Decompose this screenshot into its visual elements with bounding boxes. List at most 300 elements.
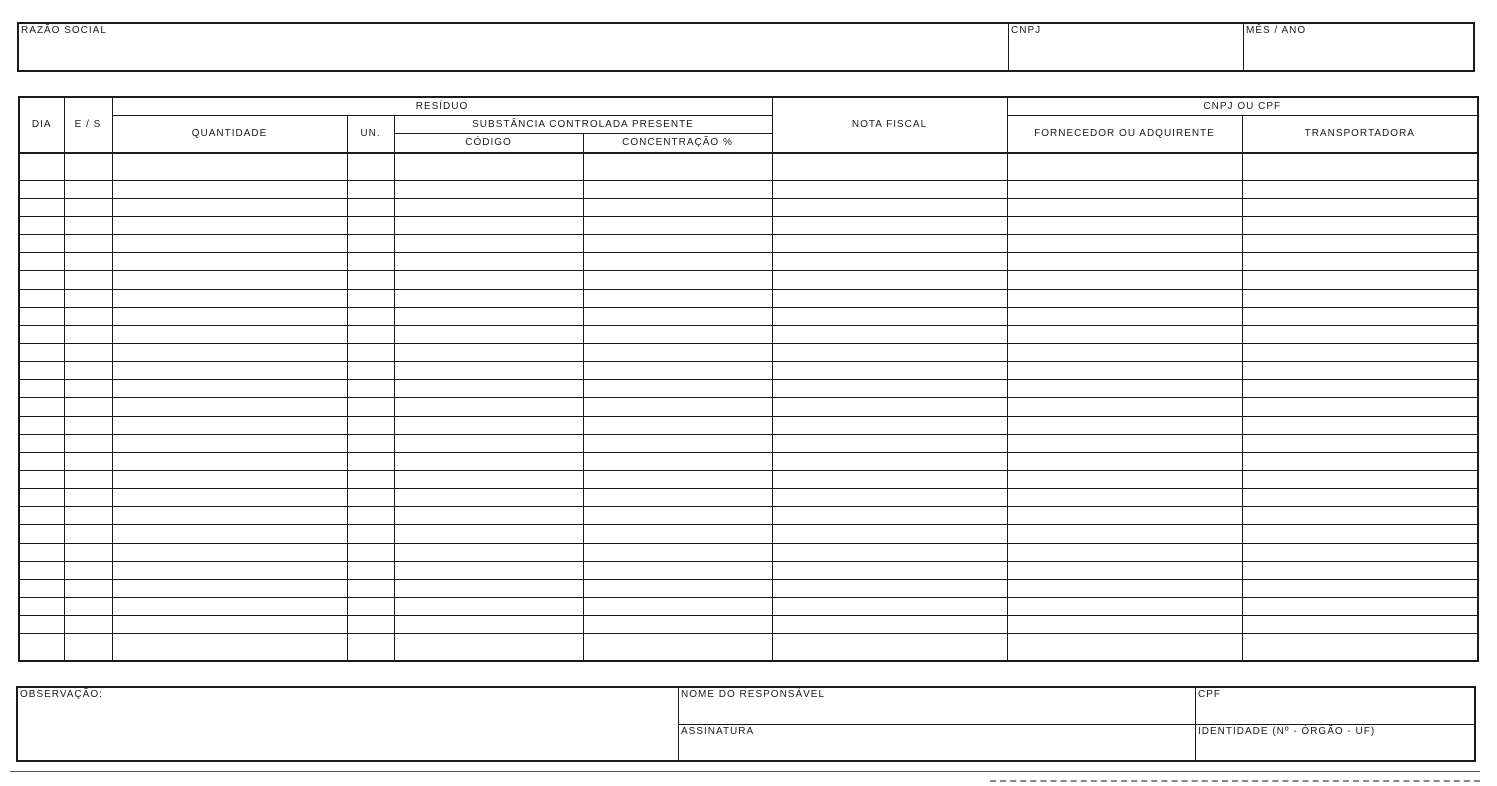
bottom-rule (10, 771, 1480, 772)
cell-codigo[interactable] (394, 216, 583, 234)
cell-quantidade[interactable] (112, 525, 347, 543)
table-row (19, 253, 1478, 271)
mes-ano-field[interactable] (1243, 24, 1473, 70)
cell-nota-fiscal[interactable] (772, 616, 1007, 634)
cell-es[interactable] (64, 634, 112, 661)
cell-dia[interactable] (19, 416, 64, 434)
cell-transportadora[interactable] (1242, 579, 1478, 597)
cell-nota-fiscal[interactable] (772, 489, 1007, 507)
cell-transportadora[interactable] (1242, 616, 1478, 634)
cell-dia[interactable] (19, 398, 64, 416)
cell-dia[interactable] (19, 380, 64, 398)
cell-nota-fiscal[interactable] (772, 561, 1007, 579)
table-row (19, 271, 1478, 289)
cell-quantidade[interactable] (112, 434, 347, 452)
cell-nota-fiscal[interactable] (772, 153, 1007, 180)
cell-transportadora[interactable] (1242, 253, 1478, 271)
cell-nota-fiscal[interactable] (772, 470, 1007, 488)
col-fornecedor: FORNECEDOR OU ADQUIRENTE (1007, 116, 1242, 154)
table-row (19, 507, 1478, 525)
cell-transportadora[interactable] (1242, 325, 1478, 343)
cell-fornecedor[interactable] (1007, 543, 1242, 561)
cell-un[interactable] (347, 452, 394, 470)
cell-un[interactable] (347, 507, 394, 525)
cell-es[interactable] (64, 253, 112, 271)
cell-fornecedor[interactable] (1007, 198, 1242, 216)
cell-dia[interactable] (19, 489, 64, 507)
cell-un[interactable] (347, 616, 394, 634)
table-row (19, 616, 1478, 634)
cell-un[interactable] (347, 253, 394, 271)
cell-transportadora[interactable] (1242, 198, 1478, 216)
cell-es[interactable] (64, 153, 112, 180)
cell-codigo[interactable] (394, 325, 583, 343)
cell-dia[interactable] (19, 597, 64, 615)
razao-social-label: RAZÃO SOCIAL (21, 25, 107, 36)
cell-nota-fiscal[interactable] (772, 452, 1007, 470)
cell-fornecedor[interactable] (1007, 271, 1242, 289)
nome-responsavel-field[interactable] (679, 688, 1195, 724)
cell-fornecedor[interactable] (1007, 398, 1242, 416)
cell-un[interactable] (347, 325, 394, 343)
cell-dia[interactable] (19, 634, 64, 661)
table-row (19, 634, 1478, 661)
cell-concentracao[interactable] (583, 289, 772, 307)
cell-un[interactable] (347, 216, 394, 234)
cell-quantidade[interactable] (112, 343, 347, 361)
nome-responsavel-label: NOME DO RESPONSÁVEL (681, 689, 826, 700)
cell-codigo[interactable] (394, 307, 583, 325)
cell-fornecedor[interactable] (1007, 380, 1242, 398)
cell-dia[interactable] (19, 253, 64, 271)
cell-quantidade[interactable] (112, 597, 347, 615)
table-row (19, 597, 1478, 615)
cell-dia[interactable] (19, 543, 64, 561)
cell-nota-fiscal[interactable] (772, 307, 1007, 325)
ledger-header (19, 97, 1478, 153)
cell-es[interactable] (64, 271, 112, 289)
cell-quantidade[interactable] (112, 398, 347, 416)
cell-transportadora[interactable] (1242, 543, 1478, 561)
cell-nota-fiscal[interactable] (772, 543, 1007, 561)
cnpj-field[interactable] (1008, 24, 1243, 70)
cell-un[interactable] (347, 634, 394, 661)
cell-fornecedor[interactable] (1007, 325, 1242, 343)
cell-es[interactable] (64, 507, 112, 525)
table-row (19, 489, 1478, 507)
cell-quantidade[interactable] (112, 180, 347, 198)
cell-quantidade[interactable] (112, 325, 347, 343)
cell-nota-fiscal[interactable] (772, 416, 1007, 434)
table-row (19, 543, 1478, 561)
cell-concentracao[interactable] (583, 380, 772, 398)
table-row (19, 307, 1478, 325)
cell-quantidade[interactable] (112, 271, 347, 289)
cell-es[interactable] (64, 198, 112, 216)
cell-un[interactable] (347, 235, 394, 253)
cell-es[interactable] (64, 380, 112, 398)
cell-es[interactable] (64, 489, 112, 507)
cell-codigo[interactable] (394, 452, 583, 470)
cell-es[interactable] (64, 597, 112, 615)
table-row (19, 362, 1478, 380)
cell-concentracao[interactable] (583, 325, 772, 343)
table-row (19, 235, 1478, 253)
cell-es[interactable] (64, 235, 112, 253)
cell-fornecedor[interactable] (1007, 616, 1242, 634)
cell-quantidade[interactable] (112, 307, 347, 325)
cell-quantidade[interactable] (112, 362, 347, 380)
cell-transportadora[interactable] (1242, 597, 1478, 615)
cell-concentracao[interactable] (583, 362, 772, 380)
col-un: UN. (347, 116, 394, 154)
cell-concentracao[interactable] (583, 253, 772, 271)
cell-transportadora[interactable] (1242, 216, 1478, 234)
cell-fornecedor[interactable] (1007, 561, 1242, 579)
cell-quantidade[interactable] (112, 543, 347, 561)
razao-social-field[interactable] (19, 24, 1008, 70)
cell-fornecedor[interactable] (1007, 343, 1242, 361)
cell-codigo[interactable] (394, 153, 583, 180)
cell-nota-fiscal[interactable] (772, 362, 1007, 380)
cell-concentracao[interactable] (583, 616, 772, 634)
cell-un[interactable] (347, 470, 394, 488)
cell-transportadora[interactable] (1242, 634, 1478, 661)
cell-un[interactable] (347, 271, 394, 289)
cell-es[interactable] (64, 470, 112, 488)
cell-concentracao[interactable] (583, 470, 772, 488)
cell-quantidade[interactable] (112, 579, 347, 597)
cell-transportadora[interactable] (1242, 380, 1478, 398)
cpf-field[interactable] (1196, 688, 1474, 724)
cell-un[interactable] (347, 153, 394, 180)
cell-quantidade[interactable] (112, 153, 347, 180)
cell-codigo[interactable] (394, 507, 583, 525)
cell-dia[interactable] (19, 198, 64, 216)
cell-fornecedor[interactable] (1007, 416, 1242, 434)
col-transportadora: TRANSPORTADORA (1242, 116, 1478, 154)
cell-codigo[interactable] (394, 398, 583, 416)
cell-nota-fiscal[interactable] (772, 253, 1007, 271)
table-row (19, 216, 1478, 234)
cell-dia[interactable] (19, 216, 64, 234)
cell-concentracao[interactable] (583, 180, 772, 198)
cell-un[interactable] (347, 398, 394, 416)
assinatura-label: ASSINATURA (681, 725, 755, 737)
cell-fornecedor[interactable] (1007, 489, 1242, 507)
cell-dia[interactable] (19, 325, 64, 343)
cell-quantidade[interactable] (112, 561, 347, 579)
cell-dia[interactable] (19, 434, 64, 452)
cell-transportadora[interactable] (1242, 525, 1478, 543)
cell-fornecedor[interactable] (1007, 289, 1242, 307)
cell-fornecedor[interactable] (1007, 235, 1242, 253)
assinatura-field[interactable] (679, 724, 1195, 761)
table-row (19, 198, 1478, 216)
cell-fornecedor[interactable] (1007, 579, 1242, 597)
cell-es[interactable] (64, 398, 112, 416)
table-row (19, 470, 1478, 488)
table-row (19, 579, 1478, 597)
col-codigo: CÓDIGO (394, 134, 583, 154)
table-row (19, 398, 1478, 416)
cell-dia[interactable] (19, 271, 64, 289)
cell-concentracao[interactable] (583, 398, 772, 416)
cell-transportadora[interactable] (1242, 153, 1478, 180)
cell-un[interactable] (347, 489, 394, 507)
cell-nota-fiscal[interactable] (772, 180, 1007, 198)
cell-quantidade[interactable] (112, 380, 347, 398)
cell-dia[interactable] (19, 616, 64, 634)
col-dia: DIA (19, 97, 64, 153)
cell-transportadora[interactable] (1242, 470, 1478, 488)
cell-codigo[interactable] (394, 616, 583, 634)
cnpj-label: CNPJ (1011, 25, 1042, 36)
cell-codigo[interactable] (394, 561, 583, 579)
cell-es[interactable] (64, 561, 112, 579)
cell-un[interactable] (347, 180, 394, 198)
identidade-field[interactable] (1196, 724, 1474, 761)
cell-fornecedor[interactable] (1007, 216, 1242, 234)
cell-fornecedor[interactable] (1007, 180, 1242, 198)
cell-un[interactable] (347, 307, 394, 325)
cell-concentracao[interactable] (583, 452, 772, 470)
cell-fornecedor[interactable] (1007, 470, 1242, 488)
cell-nota-fiscal[interactable] (772, 597, 1007, 615)
cell-concentracao[interactable] (583, 307, 772, 325)
col-quantidade: QUANTIDADE (112, 116, 347, 154)
cell-es[interactable] (64, 543, 112, 561)
cell-transportadora[interactable] (1242, 180, 1478, 198)
cell-fornecedor[interactable] (1007, 634, 1242, 661)
cell-fornecedor[interactable] (1007, 525, 1242, 543)
col-nota-fiscal: NOTA FISCAL (772, 97, 1007, 153)
cell-dia[interactable] (19, 362, 64, 380)
cell-quantidade[interactable] (112, 235, 347, 253)
cell-fornecedor[interactable] (1007, 153, 1242, 180)
cell-quantidade[interactable] (112, 634, 347, 661)
cell-transportadora[interactable] (1242, 489, 1478, 507)
cell-quantidade[interactable] (112, 616, 347, 634)
cell-es[interactable] (64, 180, 112, 198)
table-row (19, 452, 1478, 470)
ledger-body (19, 153, 1478, 661)
cell-fornecedor[interactable] (1007, 253, 1242, 271)
cell-transportadora[interactable] (1242, 452, 1478, 470)
cell-es[interactable] (64, 525, 112, 543)
header-box (17, 22, 1475, 72)
cell-codigo[interactable] (394, 489, 583, 507)
ledger-table (18, 96, 1479, 662)
col-group-residuo: RESÍDUO (112, 97, 772, 116)
cell-transportadora[interactable] (1242, 343, 1478, 361)
cell-codigo[interactable] (394, 543, 583, 561)
cell-dia[interactable] (19, 235, 64, 253)
col-es: E / S (64, 97, 112, 153)
col-group-cnpj-cpf: CNPJ OU CPF (1007, 97, 1478, 116)
cell-es[interactable] (64, 452, 112, 470)
cell-un[interactable] (347, 543, 394, 561)
cell-codigo[interactable] (394, 525, 583, 543)
footer-box (16, 686, 1476, 762)
table-row (19, 416, 1478, 434)
cell-nota-fiscal[interactable] (772, 289, 1007, 307)
cell-dia[interactable] (19, 153, 64, 180)
cell-nota-fiscal[interactable] (772, 198, 1007, 216)
cell-dia[interactable] (19, 507, 64, 525)
col-group-substancia: SUBSTÂNCIA CONTROLADA PRESENTE (394, 116, 772, 134)
cell-nota-fiscal[interactable] (772, 507, 1007, 525)
cell-un[interactable] (347, 597, 394, 615)
cell-dia[interactable] (19, 180, 64, 198)
cell-concentracao[interactable] (583, 543, 772, 561)
cell-fornecedor[interactable] (1007, 452, 1242, 470)
cell-fornecedor[interactable] (1007, 307, 1242, 325)
cell-quantidade[interactable] (112, 507, 347, 525)
cell-fornecedor[interactable] (1007, 507, 1242, 525)
cell-codigo[interactable] (394, 198, 583, 216)
cell-es[interactable] (64, 362, 112, 380)
cell-codigo[interactable] (394, 380, 583, 398)
cell-transportadora[interactable] (1242, 416, 1478, 434)
cell-un[interactable] (347, 362, 394, 380)
cell-quantidade[interactable] (112, 289, 347, 307)
cell-es[interactable] (64, 325, 112, 343)
cell-transportadora[interactable] (1242, 289, 1478, 307)
cell-dia[interactable] (19, 579, 64, 597)
cell-dia[interactable] (19, 561, 64, 579)
cell-concentracao[interactable] (583, 507, 772, 525)
identidade-label: IDENTIDADE (Nº - ÓRGÃO - UF) (1198, 725, 1376, 737)
cell-concentracao[interactable] (583, 216, 772, 234)
cell-dia[interactable] (19, 525, 64, 543)
cell-codigo[interactable] (394, 416, 583, 434)
cell-transportadora[interactable] (1242, 235, 1478, 253)
cell-quantidade[interactable] (112, 216, 347, 234)
cell-concentracao[interactable] (583, 343, 772, 361)
cell-nota-fiscal[interactable] (772, 634, 1007, 661)
cell-concentracao[interactable] (583, 579, 772, 597)
cell-un[interactable] (347, 525, 394, 543)
cell-codigo[interactable] (394, 253, 583, 271)
cell-un[interactable] (347, 579, 394, 597)
cell-es[interactable] (64, 616, 112, 634)
cell-concentracao[interactable] (583, 434, 772, 452)
cell-un[interactable] (347, 289, 394, 307)
table-row (19, 180, 1478, 198)
table-row (19, 343, 1478, 361)
cell-codigo[interactable] (394, 634, 583, 661)
cell-nota-fiscal[interactable] (772, 380, 1007, 398)
table-row (19, 380, 1478, 398)
cell-quantidade[interactable] (112, 198, 347, 216)
cell-codigo[interactable] (394, 597, 583, 615)
cell-es[interactable] (64, 579, 112, 597)
cell-quantidade[interactable] (112, 253, 347, 271)
cell-un[interactable] (347, 434, 394, 452)
cell-concentracao[interactable] (583, 597, 772, 615)
cell-codigo[interactable] (394, 434, 583, 452)
cell-transportadora[interactable] (1242, 507, 1478, 525)
cell-concentracao[interactable] (583, 489, 772, 507)
cell-nota-fiscal[interactable] (772, 325, 1007, 343)
cell-nota-fiscal[interactable] (772, 525, 1007, 543)
cell-concentracao[interactable] (583, 153, 772, 180)
cell-es[interactable] (64, 216, 112, 234)
cell-nota-fiscal[interactable] (772, 235, 1007, 253)
cell-nota-fiscal[interactable] (772, 398, 1007, 416)
cell-dia[interactable] (19, 289, 64, 307)
cell-es[interactable] (64, 307, 112, 325)
cell-concentracao[interactable] (583, 634, 772, 661)
cell-un[interactable] (347, 380, 394, 398)
cell-nota-fiscal[interactable] (772, 216, 1007, 234)
cell-dia[interactable] (19, 452, 64, 470)
cell-transportadora[interactable] (1242, 271, 1478, 289)
cell-transportadora[interactable] (1242, 362, 1478, 380)
cell-es[interactable] (64, 343, 112, 361)
cell-transportadora[interactable] (1242, 561, 1478, 579)
col-concentracao: CONCENTRAÇÃO % (583, 134, 772, 154)
cell-nota-fiscal[interactable] (772, 579, 1007, 597)
cell-dia[interactable] (19, 343, 64, 361)
cell-fornecedor[interactable] (1007, 362, 1242, 380)
cell-codigo[interactable] (394, 470, 583, 488)
cell-es[interactable] (64, 416, 112, 434)
cell-concentracao[interactable] (583, 271, 772, 289)
cell-codigo[interactable] (394, 362, 583, 380)
cell-un[interactable] (347, 343, 394, 361)
cell-es[interactable] (64, 434, 112, 452)
cell-transportadora[interactable] (1242, 398, 1478, 416)
cell-concentracao[interactable] (583, 416, 772, 434)
cell-quantidade[interactable] (112, 416, 347, 434)
cell-codigo[interactable] (394, 343, 583, 361)
table-row (19, 153, 1478, 180)
cell-concentracao[interactable] (583, 235, 772, 253)
cell-transportadora[interactable] (1242, 307, 1478, 325)
cell-fornecedor[interactable] (1007, 597, 1242, 615)
cell-quantidade[interactable] (112, 452, 347, 470)
observacao-field[interactable] (18, 688, 678, 760)
cell-es[interactable] (64, 289, 112, 307)
cpf-label: CPF (1198, 689, 1221, 700)
cell-nota-fiscal[interactable] (772, 434, 1007, 452)
cell-codigo[interactable] (394, 289, 583, 307)
cell-un[interactable] (347, 561, 394, 579)
cell-nota-fiscal[interactable] (772, 343, 1007, 361)
cell-dia[interactable] (19, 470, 64, 488)
cell-concentracao[interactable] (583, 561, 772, 579)
table-row (19, 325, 1478, 343)
cell-nota-fiscal[interactable] (772, 271, 1007, 289)
cell-un[interactable] (347, 416, 394, 434)
cell-un[interactable] (347, 198, 394, 216)
cell-concentracao[interactable] (583, 525, 772, 543)
cell-quantidade[interactable] (112, 489, 347, 507)
table-row (19, 561, 1478, 579)
cell-concentracao[interactable] (583, 198, 772, 216)
cell-transportadora[interactable] (1242, 434, 1478, 452)
cell-dia[interactable] (19, 307, 64, 325)
cell-codigo[interactable] (394, 180, 583, 198)
cell-codigo[interactable] (394, 271, 583, 289)
cell-fornecedor[interactable] (1007, 434, 1242, 452)
cell-codigo[interactable] (394, 579, 583, 597)
table-row (19, 434, 1478, 452)
cell-codigo[interactable] (394, 235, 583, 253)
cell-quantidade[interactable] (112, 470, 347, 488)
